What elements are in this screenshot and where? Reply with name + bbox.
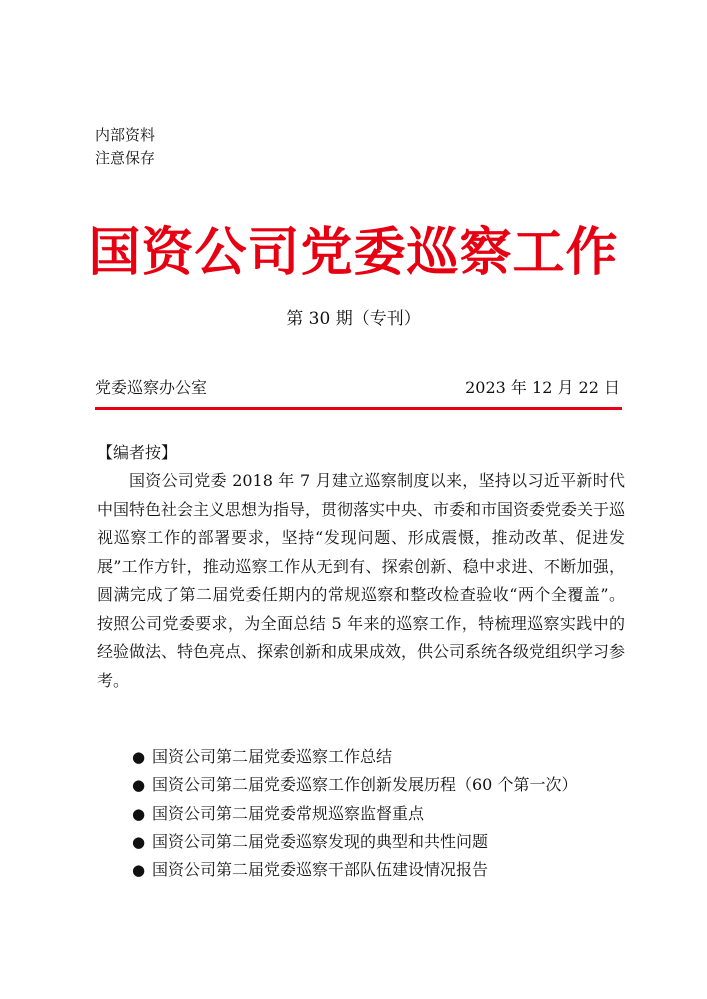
editor-note-paragraph: 国资公司党委 2018 年 7 月建立巡察制度以来，坚持以习近平新时代中国特色社会主义思想为指导，贯彻落实中央、市委和市国资委党委关于巡视巡察工作的部署要求，坚持“发现问题、形成震慑，推动改革、促进发展”工作方针，推动巡察工作从无到有、探索创新、稳中求进、不断加强，圆满完成了第二届党委任期内的常规巡察和整改检查验收“两个全覆盖”。按照公司党委要求，为全面总结 5 年来的巡察工作，特梳理巡察实践中的经验做法、特色亮点、探索创新和成果成效，供公司系统各级党组织学习参考。 — [97, 471, 626, 690]
issue-date: 2023 年 12 月 22 日 — [465, 378, 620, 397]
bullet-icon: ● — [132, 748, 146, 766]
bullet-icon: ● — [132, 804, 146, 823]
issuing-office: 党委巡察办公室 — [95, 378, 208, 397]
contents-list — [132, 743, 632, 884]
bullet-icon: ● — [132, 861, 146, 880]
list-item-text: 国资公司第二届党委常规巡察监督重点 — [152, 803, 425, 823]
classification-mark — [95, 124, 155, 170]
list-item-text: 国资公司第二届党委巡察工作总结 — [152, 747, 393, 766]
list-item-text: 国资公司第二届党委巡察发现的典型和共性问题 — [152, 831, 489, 851]
list-item-text: 国资公司第二届党委巡察干部队伍建设情况报告 — [152, 860, 489, 880]
list-item — [132, 800, 632, 828]
list-item — [132, 743, 632, 771]
classification-line-internal: 内部资料 — [95, 126, 156, 144]
bullet-icon: ● — [132, 832, 146, 851]
issue-number: 第 30 期（专刊） — [286, 309, 421, 329]
red-divider-rule — [95, 407, 622, 410]
list-item — [132, 828, 632, 856]
list-item-text: 国资公司第二届党委巡察工作创新发展历程（60 个第一次） — [152, 775, 578, 795]
classification-line-keep: 注意保存 — [95, 149, 156, 167]
list-item — [132, 856, 632, 884]
editor-note-label: 【编者按】 — [97, 443, 178, 462]
list-item — [132, 771, 632, 799]
masthead-title: 国资公司党委巡察工作 — [88, 222, 619, 283]
bullet-icon: ● — [132, 776, 146, 795]
